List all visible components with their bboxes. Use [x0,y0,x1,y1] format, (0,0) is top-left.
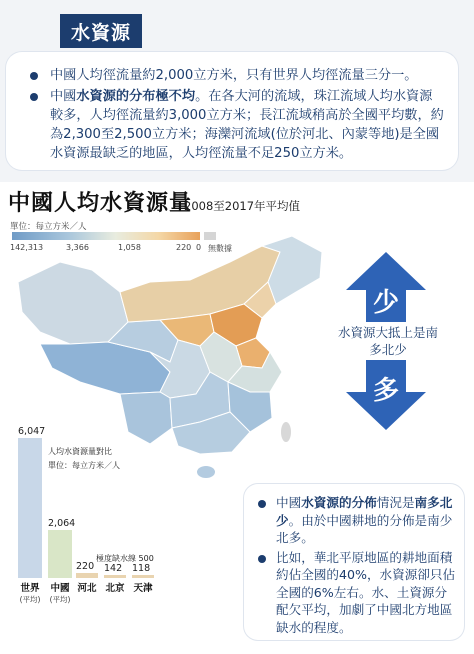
bar-category-label: 中國 [50,583,70,594]
arrows-middle-text: 水資源大抵上是南多北少 [337,325,438,357]
legend-label: 1,058 [118,243,141,252]
map-title: 中國人均水資源量 [8,191,193,216]
section-title [60,14,142,48]
arrow-up-label: 少 [372,288,399,318]
explanation-text: 。由於中國耕地的分佈是南少北多。 [276,512,453,545]
summary-item [28,87,444,163]
summary-text: 。在各大河的流域，珠江流域人均水資源較多，人均徑流量約3,000立方米；長江流域稍高於全國平均數，約為2,300至2,500立方米；海灤河流域(位於河北、內蒙等地)是全國水資源最缺乏的地區，人均徑流量不足250立方米。 [50,89,444,161]
map-unit: 單位：每立方米／人 [10,222,87,232]
bar [132,575,154,578]
bar-chart-unit: 單位：每立方米／人 [48,461,120,470]
map-region [197,466,215,478]
map-years: 2008至2017年平均值 [184,199,301,213]
section-title-text: 水資源 [70,21,131,44]
bar [104,575,126,578]
bar-chart-title: 人均水資源量對比 [48,447,112,456]
threshold-label: 極度缺水線 500 [96,554,154,563]
explanation-item [256,549,456,637]
bar-value-label: 2,064 [48,518,76,530]
legend-label: 3,366 [66,243,89,252]
bar-value-label: 6,047 [18,426,46,437]
bar-category-label: 北京 [105,583,125,594]
explanation-text: 比如，華北平原地區的耕地面積約佔全國的40%，水資源卻只佔全國的6%左右。水、土資源分配欠平均，加劇了中國北方地區缺水的程度。 [276,549,456,635]
explanation-item [256,494,456,547]
legend-label: 無數據 [208,244,232,253]
explanation-prefix: 中國 [276,495,302,510]
arrow-down-label: 多 [372,376,399,406]
legend-label: 142,313 [10,243,44,252]
bar [76,573,98,578]
bar-category-label: 河北 [77,583,97,594]
bar [48,530,72,578]
bar-value-label: 142 [104,562,123,574]
bar-value-label: 118 [132,563,151,574]
legend-label: 0 [196,243,202,252]
summary-highlight: 水資源的分布極不均 [76,89,196,104]
map-region [18,262,128,344]
bullet-icon [258,555,266,563]
summary-item [28,66,444,85]
bar-value-label: 220 [76,560,95,572]
bar-category-label: 世界 [20,583,40,594]
map-region [281,422,291,442]
bar-category-sub: (平均) [49,595,71,604]
summary-text: 中國人均徑流量約2,000立方米，只有世界人均徑流量三分一。 [50,68,418,83]
explanation-mid: 情況是 [376,495,415,510]
bullet-icon [30,72,38,80]
summary-box [6,52,458,170]
bullet-icon [258,500,266,508]
explanation-highlight: 南多北少 [276,495,453,528]
bar [18,438,42,578]
explanation-box [244,484,464,640]
bar-category-label: 天津 [133,583,153,594]
map-region [120,392,172,444]
legend-label: 220 [176,243,192,252]
bar-category-sub: (平均) [19,595,41,604]
bullet-icon [30,93,38,101]
summary-prefix: 中國 [50,89,77,104]
explanation-highlight: 水資源的分佈 [301,495,377,510]
